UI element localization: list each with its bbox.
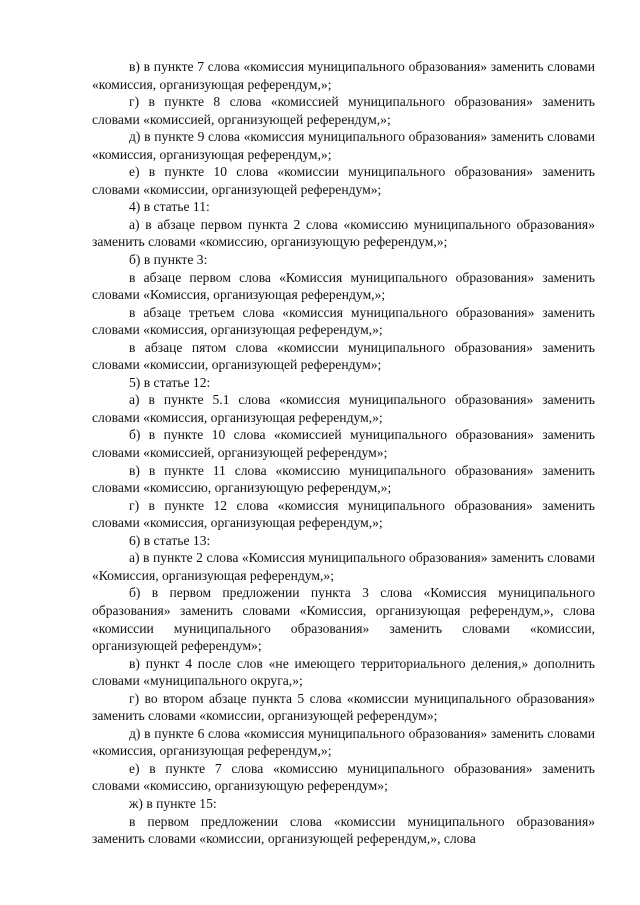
paragraph-2: г) в пункте 8 слова «комиссией муниципального образования» заменить словами «комиссией, организующей референдум,»;	[92, 94, 595, 127]
paragraph-9: в абзаце третьем слова «комиссия муниципального образования» заменить словами «комиссия, организующая референдум,»;	[92, 304, 595, 338]
paragraph-20: г) во втором абзаце пункта 5 слова «комиссии муниципального образования» заменить словами «комиссии, организующей референдум»;	[92, 690, 595, 724]
paragraph-22: е) в пункте 7 слова «комиссию муниципального образования» заменить словами «комиссию, организующую референдум»;	[92, 760, 595, 794]
paragraph-4: е) в пункте 10 слова «комиссии муниципального образования» заменить словами «комиссии, организующей референдум»;	[92, 164, 595, 197]
paragraph-3: д) в пункте 9 слова «комиссия муниципального образования» заменить словами «комиссия, организующая референдум,»;	[92, 129, 595, 162]
paragraph-6: а) в абзаце первом пункта 2 слова «комиссию муниципального образования» заменить словами «комиссию, организующую референдум,»;	[92, 216, 595, 250]
paragraph-11: 5) в статье 12:	[129, 374, 211, 390]
paragraph-21: д) в пункте 6 слова «комиссия муниципального образования» заменить словами «комиссия, организующая референдум,»;	[92, 725, 595, 759]
paragraph-16: 6) в статье 13:	[129, 532, 211, 548]
paragraph-24: в первом предложении слова «комиссии муниципального образования» заменить словами «комиссии, организующей референдум,», слова	[92, 813, 595, 847]
paragraph-7: б) в пункте 3:	[129, 252, 208, 268]
document-page	[92, 58, 595, 848]
paragraph-23: ж) в пункте 15:	[129, 795, 217, 811]
paragraph-15: г) в пункте 12 слова «комиссия муниципального образования» заменить словами «комиссия, организующая референдум,»;	[92, 497, 595, 531]
paragraph-18: б) в первом предложении пункта 3 слова «Комиссия муниципального образования» заменить словами «Комиссия, организующая референдум,», слова «комиссии муниципального образования» заменить словами «комиссии, организующей референдум»;	[92, 585, 595, 654]
paragraph-12: а) в пункте 5.1 слова «комиссия муниципального образования» заменить словами «комиссия, организующая референдум,»;	[92, 392, 595, 425]
paragraph-5: 4) в статье 11:	[129, 199, 210, 215]
paragraph-17: а) в пункте 2 слова «Комиссия муниципального образования» заменить словами «Комиссия, организующая референдум,»;	[92, 550, 595, 583]
paragraph-10: в абзаце пятом слова «комиссии муниципального образования» заменить словами «комиссии, организующей референдум»;	[92, 339, 595, 373]
paragraph-19: в) пункт 4 после слов «не имеющего территориального деления,» дополнить словами «муниципального округа,»;	[92, 655, 595, 689]
paragraph-1: в) в пункте 7 слова «комиссия муниципального образования» заменить словами «комиссия, организующая референдум,»;	[92, 59, 595, 92]
paragraph-14: в) в пункте 11 слова «комиссию муниципального образования» заменить словами «комиссию, организующую референдум,»;	[92, 462, 595, 496]
paragraph-8: в абзаце первом слова «Комиссия муниципального образования» заменить словами «Комиссия, организующая референдум,»;	[92, 269, 595, 303]
paragraph-13: б) в пункте 10 слова «комиссией муниципального образования» заменить словами «комиссией, организующей референдум»;	[92, 427, 595, 461]
